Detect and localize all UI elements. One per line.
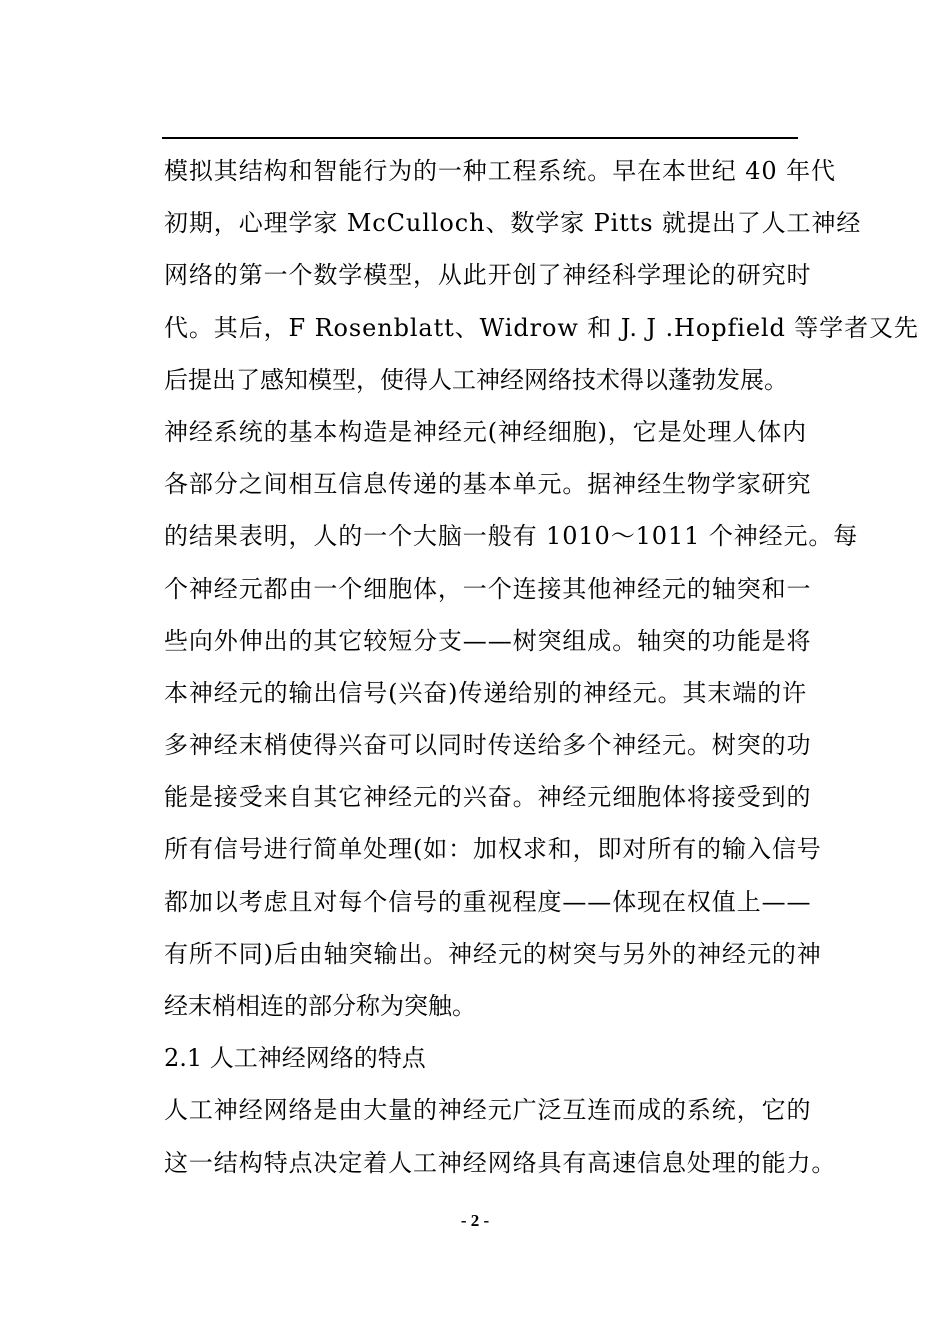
paragraph-history — [164, 145, 919, 406]
text-line: 初期，心理学家 McCulloch、数学家 Pitts 就提出了人工神经 — [164, 209, 862, 238]
text-line: 后提出了感知模型，使得人工神经网络技术得以蓬勃发展。 — [164, 365, 788, 394]
header-rule — [162, 137, 798, 139]
paragraph-features — [164, 1084, 837, 1188]
text-line: 代。其后，F Rosenblatt、Widrow 和 J. J .Hopfield 等学者又先 — [164, 313, 919, 342]
text-line: 模拟其结构和智能行为的一种工程系统。早在本世纪 40 年代 — [164, 157, 836, 185]
text-line: 网络的第一个数学模型，从此开创了神经科学理论的研究时 — [164, 261, 812, 290]
text-line: 这一结构特点决定着人工神经网络具有高速信息处理的能力。 — [164, 1148, 837, 1177]
section-heading: 2.1 人工神经网络的特点 — [164, 1044, 426, 1073]
page-content — [164, 145, 919, 1189]
text-line: 经末梢相连的部分称为突触。 — [164, 992, 476, 1020]
text-line: 些向外伸出的其它较短分支——树突组成。轴突的功能是将 — [164, 626, 812, 655]
text-line: 个神经元都由一个细胞体，一个连接其他神经元的轴突和一 — [164, 574, 812, 603]
page-number: - 2 - — [460, 1211, 490, 1230]
text-line: 的结果表明，人的一个大脑一般有 1010～1011 个神经元。每 — [164, 522, 859, 551]
paragraph-neuron-structure — [164, 406, 859, 1032]
text-line: 能是接受来自其它神经元的兴奋。神经元细胞体将接受到的 — [164, 783, 812, 812]
text-line: 各部分之间相互信息传递的基本单元。据神经生物学家研究 — [164, 470, 812, 499]
text-line: 神经系统的基本构造是神经元(神经细胞)，它是处理人体内 — [164, 417, 808, 446]
text-line: 都加以考虑且对每个信号的重视程度——体现在权值上—— — [164, 887, 812, 916]
text-line: 有所不同)后由轴突输出。神经元的树突与另外的神经元的神 — [164, 939, 822, 968]
text-line: 多神经末梢使得兴奋可以同时传送给多个神经元。树突的功 — [164, 731, 812, 760]
text-line: 人工神经网络是由大量的神经元广泛互连而成的系统，它的 — [164, 1096, 812, 1125]
text-line: 所有信号进行简单处理(如：加权求和，即对所有的输入信号 — [164, 835, 822, 864]
text-line: 本神经元的输出信号(兴奋)传递给别的神经元。其末端的许 — [164, 678, 808, 707]
